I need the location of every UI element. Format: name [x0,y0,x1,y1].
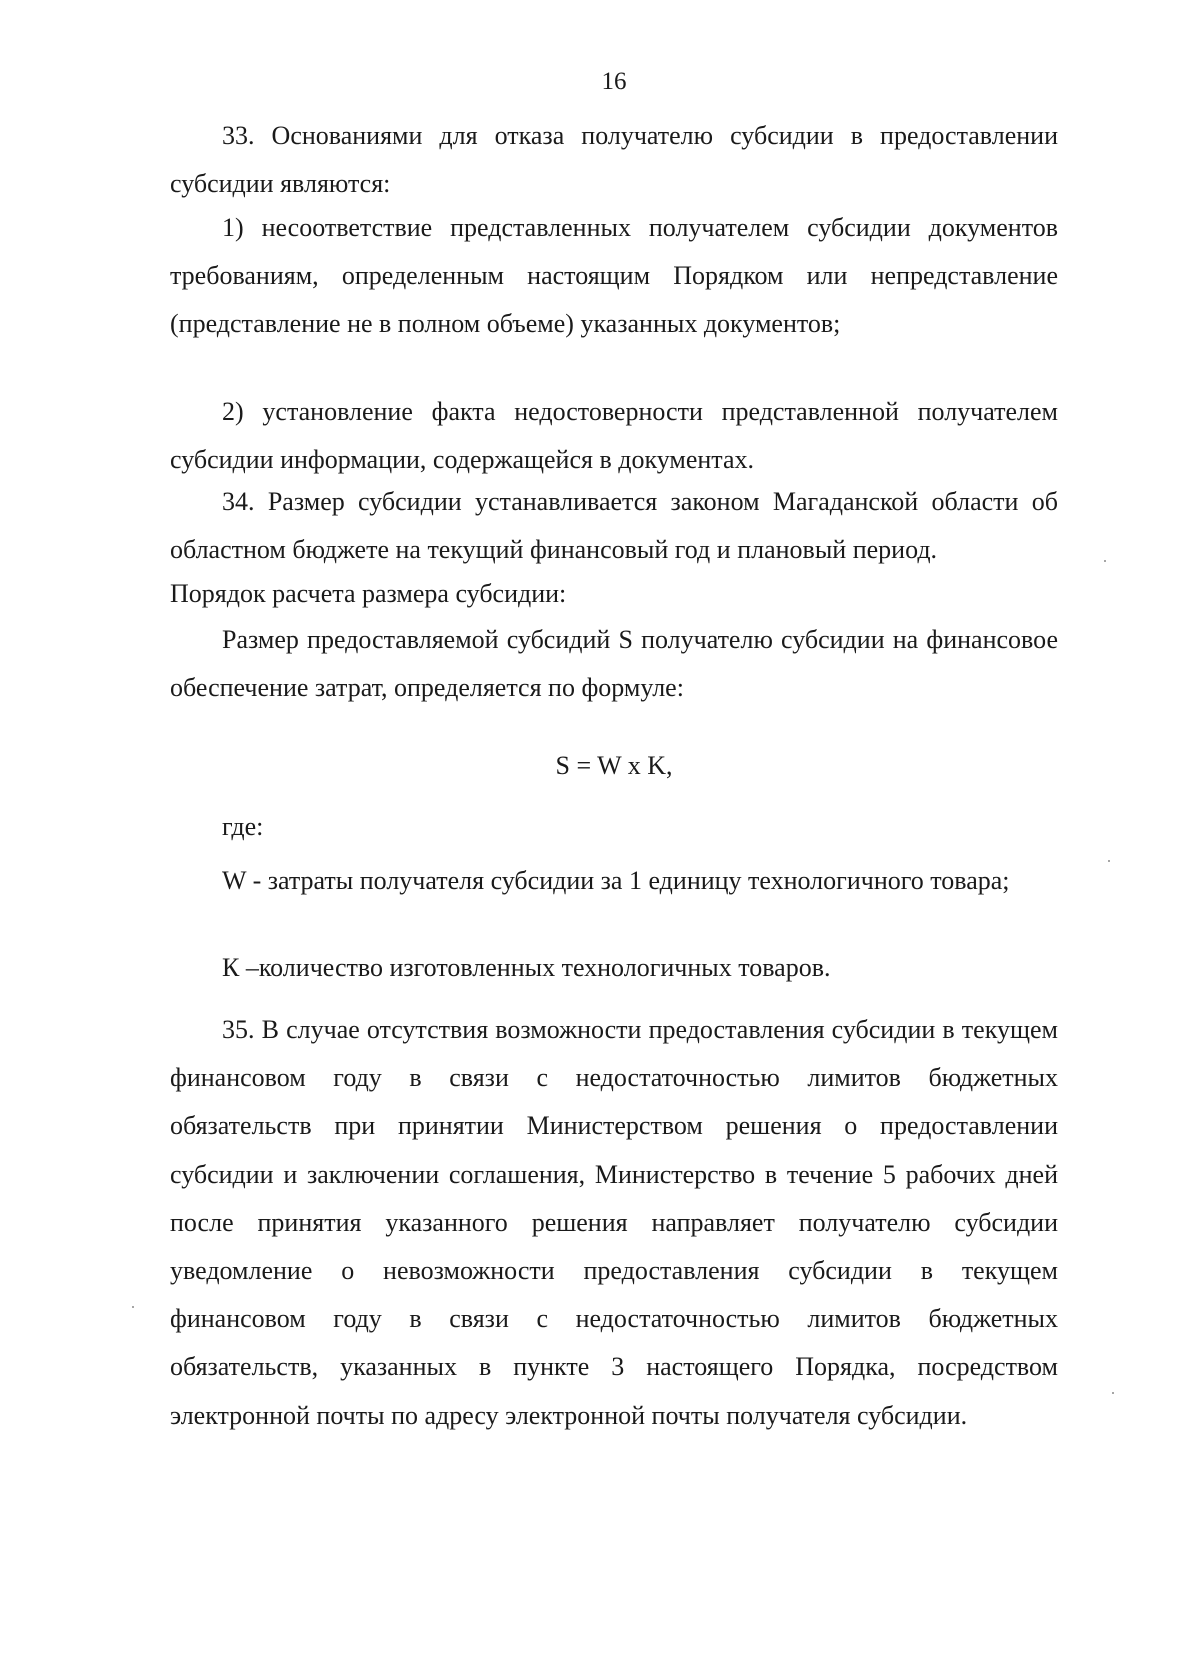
paragraph-34: 34. Размер субсидии устанавливается законом Магаданской области об областном бюджете на текущий финансовый год и плановый период. [170,487,1058,565]
page-number: 16 [601,68,627,95]
paragraph-34-size: Размер предоставляемой субсидий S получателю субсидии на финансовое обеспечение затрат, определяется по формуле: [170,625,1058,703]
scan-speck [1104,560,1106,562]
paragraph-33: 33. Основаниями для отказа получателю субсидии в предоставлении субсидии являются: [170,121,1058,199]
definition-k: К –количество изготовленных технологичных товаров. [222,953,831,982]
paragraph-33-item-1: 1) несоответствие представленных получателем субсидии документов требованиям, определенным настоящим Порядком или непредставление (представление не в полном объеме) указанных документов; [170,213,1058,339]
where-label: где: [222,812,264,841]
document-page [170,0,1058,1661]
scan-speck [1112,1392,1114,1394]
paragraph-33-item-2: 2) установление факта недостоверности представленной получателем субсидии информации, содержащейся в документах. [170,397,1058,475]
paragraph-34-calculation: Порядок расчета размера субсидии: [170,579,567,608]
paragraph-35: 35. В случае отсутствия возможности предоставления субсидии в текущем финансовом году в связи с недостаточностью лимитов бюджетных обязательств при принятии Министерством решения о предоставлении субсидии и заключении соглашения, Министерство в течение 5 рабочих дней после принятия указанного решения направляет получателю субсидии уведомление о невозможности предоставления субсидии в текущем финансовом году в связи с недостаточностью лимитов бюджетных обязательств, указанных в пункте 3 настоящего Порядка, посредством электронной почты по адресу электронной почты получателя субсидии. [170,1015,1058,1430]
definition-w: W - затраты получателя субсидии за 1 единицу технологичного товара; [222,866,1010,895]
scan-speck [1108,860,1110,862]
formula: S = W x K, [555,751,673,780]
scan-speck [132,1306,134,1308]
